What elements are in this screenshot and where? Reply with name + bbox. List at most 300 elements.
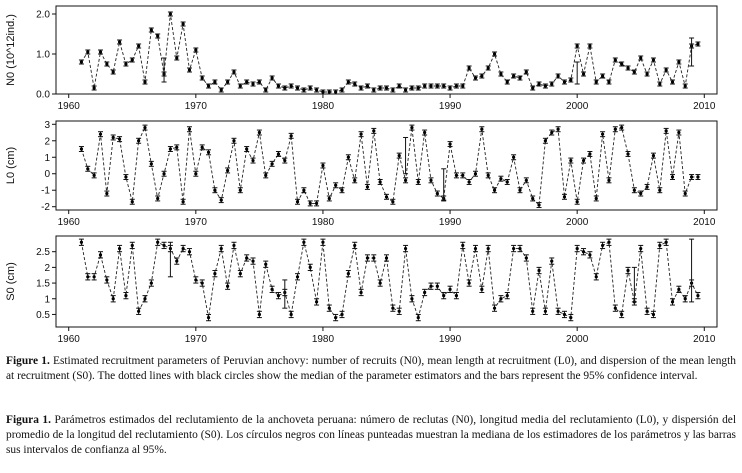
- data-point: [80, 60, 83, 63]
- x-tick-label: 1980: [311, 101, 335, 112]
- data-point: [677, 131, 680, 134]
- data-point: [645, 310, 648, 313]
- data-point: [645, 72, 648, 75]
- data-point: [607, 241, 610, 244]
- data-point: [270, 288, 273, 291]
- data-point: [658, 244, 661, 247]
- data-point: [487, 174, 490, 177]
- data-point: [277, 152, 280, 155]
- x-tick-label: 2000: [566, 101, 589, 112]
- data-point: [448, 288, 451, 291]
- y-tick-label: -1: [41, 185, 50, 197]
- y-tick-label: 1: [44, 152, 50, 164]
- data-point: [557, 74, 560, 77]
- data-point: [525, 70, 528, 73]
- data-point: [525, 256, 528, 259]
- data-point: [347, 80, 350, 83]
- data-point: [639, 247, 642, 250]
- data-point: [493, 52, 496, 55]
- data-point: [334, 316, 337, 319]
- data-point: [480, 74, 483, 77]
- data-point: [588, 44, 591, 47]
- data-point: [264, 88, 267, 91]
- data-point: [290, 313, 293, 316]
- data-point: [436, 285, 439, 288]
- data-point: [595, 275, 598, 278]
- data-point: [563, 195, 566, 198]
- data-point: [563, 313, 566, 316]
- data-point: [194, 278, 197, 281]
- data-point: [302, 189, 305, 192]
- data-point: [645, 185, 648, 188]
- median-line: [81, 242, 698, 317]
- data-point: [118, 247, 121, 250]
- data-point: [194, 48, 197, 51]
- data-point: [518, 76, 521, 79]
- data-point: [544, 310, 547, 313]
- data-point: [213, 80, 216, 83]
- data-point: [436, 192, 439, 195]
- data-point: [468, 281, 471, 284]
- data-point: [207, 84, 210, 87]
- data-point: [671, 80, 674, 83]
- data-point: [537, 203, 540, 206]
- data-point: [118, 138, 121, 141]
- data-point: [277, 84, 280, 87]
- data-point: [340, 189, 343, 192]
- data-point: [270, 162, 273, 165]
- data-point: [436, 84, 439, 87]
- data-point: [340, 88, 343, 91]
- data-point: [423, 291, 426, 294]
- data-point: [468, 180, 471, 183]
- data-point: [80, 241, 83, 244]
- data-point: [398, 310, 401, 313]
- data-point: [665, 241, 668, 244]
- x-tick-label: 1960: [57, 101, 80, 112]
- data-point: [251, 159, 254, 162]
- data-point: [328, 307, 331, 310]
- data-point: [595, 80, 598, 83]
- data-point: [86, 275, 89, 278]
- data-point: [239, 272, 242, 275]
- data-point: [315, 88, 318, 91]
- caption-spanish: [6, 413, 736, 458]
- data-point: [309, 86, 312, 89]
- x-tick-label: 1970: [184, 334, 207, 345]
- x-tick-label: 2010: [693, 334, 716, 345]
- data-point: [550, 260, 553, 263]
- data-point: [468, 66, 471, 69]
- data-point: [569, 316, 572, 319]
- data-point: [143, 297, 146, 300]
- data-point: [201, 281, 204, 284]
- data-point: [347, 272, 350, 275]
- data-point: [112, 70, 115, 73]
- x-tick-label: 2010: [693, 101, 716, 112]
- x-tick-label: 2000: [566, 334, 589, 345]
- data-point: [201, 76, 204, 79]
- x-tick-label: 1970: [184, 101, 207, 112]
- data-point: [423, 131, 426, 134]
- data-point: [588, 253, 591, 256]
- data-point: [506, 294, 509, 297]
- data-point: [296, 200, 299, 203]
- data-point: [582, 159, 585, 162]
- data-point: [328, 197, 331, 200]
- data-point: [385, 195, 388, 198]
- data-point: [93, 174, 96, 177]
- y-tick-label: 0.0: [36, 89, 50, 101]
- data-point: [487, 247, 490, 250]
- x-tick-label: 1980: [311, 217, 335, 228]
- data-point: [518, 247, 521, 250]
- y-tick-label: -2: [41, 202, 50, 214]
- data-point: [385, 256, 388, 259]
- data-point: [340, 313, 343, 316]
- data-point: [633, 70, 636, 73]
- data-point: [474, 247, 477, 250]
- data-point: [188, 68, 191, 71]
- data-point: [105, 192, 108, 195]
- x-tick-label: 2010: [693, 217, 716, 228]
- data-point: [232, 139, 235, 142]
- data-point: [626, 152, 629, 155]
- data-point: [582, 72, 585, 75]
- data-point: [321, 90, 324, 93]
- panel-l0: [5, 120, 717, 228]
- data-point: [162, 172, 165, 175]
- data-point: [652, 313, 655, 316]
- data-point: [366, 256, 369, 259]
- data-point: [455, 174, 458, 177]
- data-point: [182, 22, 185, 25]
- data-point: [226, 285, 229, 288]
- data-point: [290, 84, 293, 87]
- data-point: [207, 316, 210, 319]
- data-point: [302, 88, 305, 91]
- median-line: [81, 128, 698, 206]
- data-point: [601, 74, 604, 77]
- data-point: [315, 202, 318, 205]
- data-point: [182, 200, 185, 203]
- data-point: [480, 128, 483, 131]
- data-point: [156, 197, 159, 200]
- data-point: [531, 310, 534, 313]
- data-point: [118, 40, 121, 43]
- caption-english: [6, 354, 736, 384]
- data-point: [448, 142, 451, 145]
- y-tick-label: 0.5: [36, 309, 50, 321]
- data-point: [359, 133, 362, 136]
- data-point: [544, 84, 547, 87]
- data-point: [86, 50, 89, 53]
- data-point: [493, 189, 496, 192]
- data-point: [474, 76, 477, 79]
- data-point: [690, 175, 693, 178]
- data-point: [245, 80, 248, 83]
- data-point: [353, 179, 356, 182]
- data-point: [563, 80, 566, 83]
- data-point: [232, 70, 235, 73]
- data-point: [283, 159, 286, 162]
- data-point: [404, 247, 407, 250]
- data-point: [194, 172, 197, 175]
- data-point: [226, 80, 229, 83]
- caption-english-text: Estimated recruitment parameters of Peruvian anchovy: number of recruits (N0), mean length at recruitment (L0), and dispersion of the mean length at recruitment (S0). The dotted lines with black circles show the median of the parameter estimators and the bars represent the 95% confidence interval.: [6, 355, 736, 382]
- data-point: [131, 58, 134, 61]
- data-point: [423, 84, 426, 87]
- data-point: [150, 281, 153, 284]
- data-point: [385, 86, 388, 89]
- data-point: [518, 189, 521, 192]
- data-point: [499, 297, 502, 300]
- data-point: [614, 58, 617, 61]
- data-point: [601, 133, 604, 136]
- data-point: [137, 139, 140, 142]
- data-point: [213, 272, 216, 275]
- data-point: [137, 310, 140, 313]
- y-axis-label: L0 (cm): [5, 146, 17, 185]
- data-point: [576, 247, 579, 250]
- data-point: [328, 90, 331, 93]
- caption-spanish-text: Parámetros estimados del reclutamiento de la anchoveta peruana: número de reclutas (N0), longitud media del reclutamiento (L0), y dispersión del promedio de la longitud del reclutamiento (S0). Los círculos negros con líneas punteadas muestran la mediana de los estimadores de los parámetros y las barras sus intervalos de confianza al 95%.: [6, 414, 736, 456]
- plot-frame: [56, 6, 717, 94]
- data-point: [359, 86, 362, 89]
- data-point: [372, 88, 375, 91]
- data-point: [531, 86, 534, 89]
- data-point: [226, 169, 229, 172]
- data-point: [258, 80, 261, 83]
- y-tick-label: 2.5: [36, 247, 50, 259]
- x-tick-label: 1970: [184, 217, 207, 228]
- data-point: [448, 86, 451, 89]
- data-point: [677, 288, 680, 291]
- data-point: [677, 60, 680, 63]
- data-point: [239, 189, 242, 192]
- y-axis-label: N0 (10^12ind.): [5, 14, 17, 86]
- data-point: [696, 294, 699, 297]
- data-point: [334, 184, 337, 187]
- data-point: [296, 275, 299, 278]
- y-tick-label: 3: [44, 119, 50, 131]
- x-tick-label: 2000: [566, 217, 589, 228]
- data-point: [499, 72, 502, 75]
- data-point: [207, 151, 210, 154]
- data-point: [684, 192, 687, 195]
- data-point: [588, 152, 591, 155]
- data-point: [417, 86, 420, 89]
- data-point: [569, 78, 572, 81]
- data-point: [99, 50, 102, 53]
- data-point: [258, 131, 261, 134]
- data-point: [576, 44, 579, 47]
- data-point: [544, 139, 547, 142]
- caption-spanish-label: Figura 1.: [6, 414, 51, 426]
- caption-english-label: Figure 1.: [6, 355, 50, 367]
- data-point: [531, 197, 534, 200]
- panel-n0: [5, 6, 717, 112]
- data-point: [569, 159, 572, 162]
- data-point: [264, 263, 267, 266]
- data-point: [379, 86, 382, 89]
- data-point: [665, 129, 668, 132]
- data-point: [80, 147, 83, 150]
- data-point: [251, 260, 254, 263]
- data-point: [493, 307, 496, 310]
- data-point: [429, 84, 432, 87]
- data-point: [639, 192, 642, 195]
- data-point: [461, 84, 464, 87]
- x-tick-label: 1990: [438, 101, 462, 112]
- data-point: [156, 241, 159, 244]
- data-point: [315, 300, 318, 303]
- data-point: [417, 180, 420, 183]
- data-point: [410, 297, 413, 300]
- panel-s0: [5, 236, 717, 345]
- data-point: [391, 200, 394, 203]
- y-tick-label: 1.5: [36, 278, 50, 290]
- data-point: [525, 179, 528, 182]
- data-point: [671, 300, 674, 303]
- data-point: [258, 313, 261, 316]
- x-tick-label: 1980: [311, 334, 335, 345]
- data-point: [499, 177, 502, 180]
- data-point: [347, 156, 350, 159]
- data-point: [512, 74, 515, 77]
- data-point: [270, 76, 273, 79]
- data-point: [404, 179, 407, 182]
- data-point: [150, 28, 153, 31]
- x-tick-label: 1960: [57, 217, 80, 228]
- data-point: [576, 200, 579, 203]
- data-point: [245, 147, 248, 150]
- data-point: [652, 58, 655, 61]
- data-point: [93, 275, 96, 278]
- data-point: [506, 180, 509, 183]
- plot-frame: [56, 236, 717, 327]
- data-point: [696, 42, 699, 45]
- data-point: [239, 84, 242, 87]
- data-point: [442, 84, 445, 87]
- data-point: [290, 134, 293, 137]
- data-point: [512, 156, 515, 159]
- data-point: [487, 66, 490, 69]
- data-point: [620, 62, 623, 65]
- data-point: [537, 82, 540, 85]
- data-point: [417, 316, 420, 319]
- data-point: [169, 147, 172, 150]
- y-tick-label: 0: [44, 169, 50, 181]
- data-point: [251, 82, 254, 85]
- data-point: [696, 175, 699, 178]
- data-point: [321, 164, 324, 167]
- y-tick-label: 1.0: [36, 49, 50, 61]
- data-point: [220, 247, 223, 250]
- y-tick-label: 2.0: [36, 9, 50, 21]
- data-point: [506, 80, 509, 83]
- data-point: [398, 154, 401, 157]
- data-point: [353, 82, 356, 85]
- data-point: [372, 256, 375, 259]
- data-point: [455, 294, 458, 297]
- data-point: [626, 269, 629, 272]
- data-point: [639, 56, 642, 59]
- data-point: [143, 80, 146, 83]
- data-point: [353, 244, 356, 247]
- data-point: [607, 179, 610, 182]
- data-point: [188, 250, 191, 253]
- data-point: [175, 56, 178, 59]
- data-point: [410, 126, 413, 129]
- data-point: [480, 288, 483, 291]
- data-point: [557, 310, 560, 313]
- data-point: [461, 174, 464, 177]
- data-point: [461, 244, 464, 247]
- data-point: [429, 179, 432, 182]
- y-axis-label: S0 (cm): [5, 262, 17, 301]
- data-point: [162, 244, 165, 247]
- data-point: [512, 247, 515, 250]
- data-point: [296, 86, 299, 89]
- data-point: [455, 84, 458, 87]
- data-point: [143, 126, 146, 129]
- y-tick-label: 1: [44, 294, 50, 306]
- data-point: [131, 244, 134, 247]
- data-point: [410, 86, 413, 89]
- data-point: [658, 189, 661, 192]
- data-point: [620, 313, 623, 316]
- data-point: [213, 189, 216, 192]
- data-point: [220, 199, 223, 202]
- data-point: [633, 189, 636, 192]
- data-point: [277, 294, 280, 297]
- data-point: [131, 200, 134, 203]
- data-point: [684, 297, 687, 300]
- data-point: [182, 247, 185, 250]
- data-point: [124, 175, 127, 178]
- data-point: [232, 244, 235, 247]
- data-point: [93, 86, 96, 89]
- data-point: [429, 285, 432, 288]
- data-point: [550, 131, 553, 134]
- data-point: [398, 84, 401, 87]
- data-point: [137, 44, 140, 47]
- data-point: [614, 307, 617, 310]
- data-point: [150, 162, 153, 165]
- data-point: [175, 146, 178, 149]
- data-point: [601, 244, 604, 247]
- data-point: [105, 62, 108, 65]
- data-point: [156, 34, 159, 37]
- data-point: [620, 126, 623, 129]
- data-point: [442, 294, 445, 297]
- data-point: [112, 297, 115, 300]
- data-point: [188, 128, 191, 131]
- data-point: [112, 136, 115, 139]
- data-point: [99, 253, 102, 256]
- data-point: [379, 281, 382, 284]
- data-point: [201, 146, 204, 149]
- data-point: [474, 172, 477, 175]
- data-point: [86, 167, 89, 170]
- median-line: [81, 14, 698, 92]
- data-point: [359, 291, 362, 294]
- data-point: [302, 241, 305, 244]
- data-point: [652, 154, 655, 157]
- x-tick-label: 1990: [438, 217, 462, 228]
- data-point: [124, 294, 127, 297]
